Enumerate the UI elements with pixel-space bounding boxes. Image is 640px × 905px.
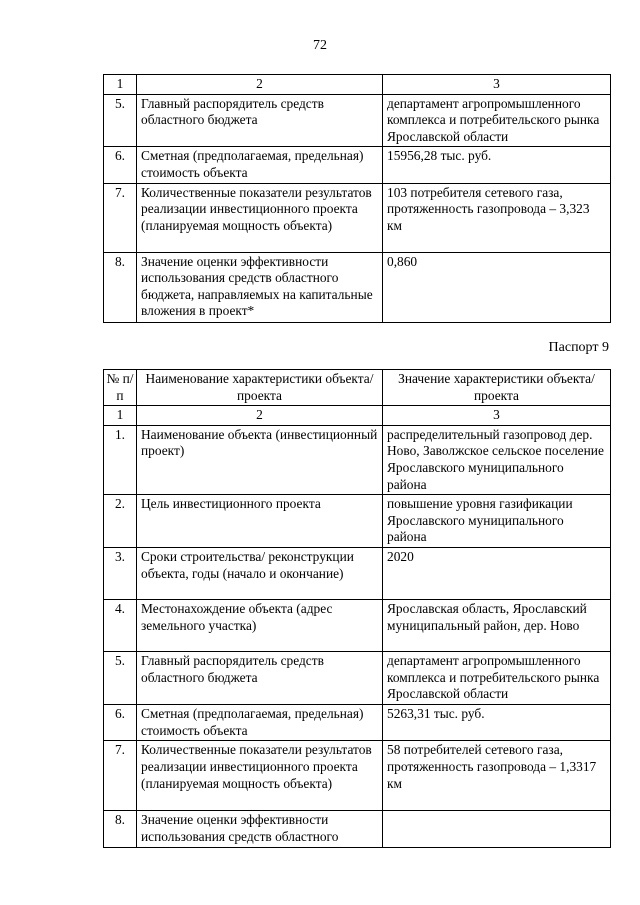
- row-number: 5.: [104, 94, 137, 147]
- characteristic-name: Местонахождение объекта (адрес земельного участка): [137, 600, 383, 652]
- characteristic-name: Количественные показатели результатов реализации инвестиционного проекта (планируемая мощность объекта): [137, 741, 383, 811]
- characteristic-name: Значение оценки эффективности использования средств областного бюджета, направляемых на капитальные вложения в проект*: [137, 252, 383, 322]
- table-row: [104, 252, 611, 322]
- characteristic-value: 5263,31 тыс. руб.: [383, 705, 611, 741]
- row-number: 5.: [104, 652, 137, 705]
- row-number: 8.: [104, 811, 137, 847]
- row-number: 6.: [104, 147, 137, 183]
- characteristic-value: 15956,28 тыс. руб.: [383, 147, 611, 183]
- column-number: 3: [383, 406, 611, 426]
- row-number: 8.: [104, 252, 137, 322]
- passport-8-continuation-table: [103, 74, 611, 323]
- passport-9-table: [103, 369, 611, 848]
- table-row: [104, 94, 611, 147]
- characteristic-value: 103 потребителя сетевого газа, протяженность газопровода – 3,323 км: [383, 183, 611, 252]
- characteristic-name: Главный распорядитель средств областного бюджета: [137, 94, 383, 147]
- characteristic-name: Главный распорядитель средств областного бюджета: [137, 652, 383, 705]
- column-number: 1: [104, 75, 137, 95]
- column-number-row: [104, 406, 611, 426]
- table-row: [104, 652, 611, 705]
- row-number: 4.: [104, 600, 137, 652]
- header-value: Значение характеристики объекта/проекта: [383, 370, 611, 406]
- characteristic-value: повышение уровня газификации Ярославского муниципального района: [383, 495, 611, 548]
- characteristic-value: 58 потребителей сетевого газа, протяженность газопровода – 1,3317 км: [383, 741, 611, 811]
- characteristic-name: Сроки строительства/ реконструкции объекта, годы (начало и окончание): [137, 548, 383, 600]
- table-row: [104, 741, 611, 811]
- characteristic-value: распределительный газопровод дер. Ново, Заволжское сельское поселение Ярославского муниципального района: [383, 425, 611, 494]
- column-number: 2: [137, 75, 383, 95]
- characteristic-name: Сметная (предполагаемая, предельная) стоимость объекта: [137, 705, 383, 741]
- table-row: [104, 425, 611, 494]
- table-row: [104, 811, 611, 847]
- characteristic-name: Сметная (предполагаемая, предельная) стоимость объекта: [137, 147, 383, 183]
- column-number: 3: [383, 75, 611, 95]
- characteristic-name: Наименование объекта (инвестиционный проект): [137, 425, 383, 494]
- row-number: 7.: [104, 741, 137, 811]
- characteristic-name: Цель инвестиционного проекта: [137, 495, 383, 548]
- table-row: [104, 548, 611, 600]
- page-number: 72: [313, 38, 327, 53]
- column-number: 1: [104, 406, 137, 426]
- table-row: [104, 183, 611, 252]
- header-name: Наименование характеристики объекта/проекта: [137, 370, 383, 406]
- row-number: 7.: [104, 183, 137, 252]
- table-row: [104, 147, 611, 183]
- table-row: [104, 495, 611, 548]
- table-row: [104, 705, 611, 741]
- characteristic-name: Количественные показатели результатов реализации инвестиционного проекта (планируемая мощность объекта): [137, 183, 383, 252]
- characteristic-value: 2020: [383, 548, 611, 600]
- characteristic-name: Значение оценки эффективности использования средств областного: [137, 811, 383, 847]
- row-number: 3.: [104, 548, 137, 600]
- characteristic-value: [383, 811, 611, 847]
- characteristic-value: департамент агропромышленного комплекса и потребительского рынка Ярославской области: [383, 652, 611, 705]
- characteristic-value: Ярославская область, Ярославский муниципальный район, дер. Ново: [383, 600, 611, 652]
- column-number-row: [104, 75, 611, 95]
- row-number: 2.: [104, 495, 137, 548]
- row-number: 6.: [104, 705, 137, 741]
- column-number: 2: [137, 406, 383, 426]
- table-header-row: [104, 370, 611, 406]
- table-row: [104, 600, 611, 652]
- characteristic-value: департамент агропромышленного комплекса и потребительского рынка Ярославской области: [383, 94, 611, 147]
- row-number: 1.: [104, 425, 137, 494]
- header-number: № п/п: [104, 370, 137, 406]
- passport-title: Паспорт 9: [548, 340, 609, 355]
- characteristic-value: 0,860: [383, 252, 611, 322]
